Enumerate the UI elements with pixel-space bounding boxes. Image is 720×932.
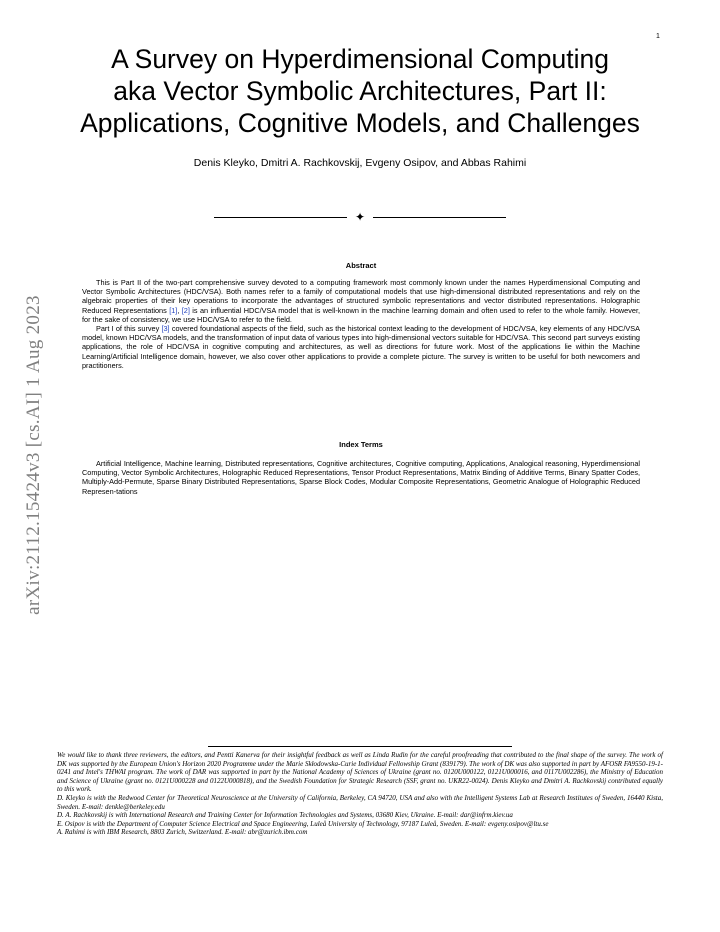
citation-link[interactable]: [3] bbox=[161, 324, 170, 334]
divider-ornament-icon: ✦ bbox=[354, 210, 366, 224]
index-terms-text: Artificial Intelligence, Machine learning, Distributed representations, Cognitive architectures, Cognitive computing, Applications, Analogical reasoning, Hyperdimensional Computing, Vector Symbolic Architectures, Holographic Reduced Representations, Tensor Product Representations, Matrix Binding of Additive Terms, Binary Spatter Codes, Multiply-Add-Permute, Sparse Binary Distributed Representations, Sparse Block Codes, Modular Composite Representations, Geometric Analogue of Holographic Reduced Represen-tations bbox=[82, 459, 640, 496]
footnote-acknowledgement: We would like to thank three reviewers, the editors, and Pentti Kanerva for their insightful feedback as well as Linda Rudin for the careful proofreading that contributed to the final shape of the survey. The work of DK was supported by the European Union's Horizon 2020 Programme under the Marie Skłodowska-Curie Individual Fellowship Grant (839179). The work of DK was also supported in part by AFOSR FA9550-19-1-0241 and Intel's THWAI program. The work of DAR was supported in part by the National Academy of Sciences of Ukraine (grant no. 0120U000122, 0121U000016, and 0117U002286), the Ministry of Education and Science of Ukraine (grant no. 0121U000228 and 0122U000818), and the Swedish Foundation for Strategic Research (SSF, grant no. UKR22-0024). Denis Kleyko and Dmitri A. Rachkovskij contributed equally to this work. bbox=[57, 751, 663, 794]
citation-link[interactable]: [1] bbox=[169, 305, 178, 315]
abstract-text: This is Part II of the two-part comprehensive survey devoted to a computing framework most commonly known under the names Hyperdimensional Computing and Vector Symbolic Architectures (HDC/VSA). Both names refer to a family of computational models that use high-dimensional distributed representations and rely on the algebraic properties of their key operations to incorporate the advantages of structured symbolic representations and vector distributed representations. Holographic Reduced Representations bbox=[82, 278, 640, 315]
section-divider bbox=[214, 211, 506, 223]
title-line: aka Vector Symbolic Architectures, Part II: bbox=[113, 76, 607, 106]
abstract-body bbox=[82, 278, 640, 370]
footnote-affiliation: E. Osipov is with the Department of Computer Science Electrical and Space Engineering, Luleå University of Technology, 97187 Luleå, Sweden. E-mail: evgeny.osipov@ltu.se bbox=[57, 819, 549, 828]
abstract-text: is an influential HDC/VSA model that is well-known in the machine learning domain and often used to refer to the whole family. However, for the sake of consistency, we use HDC/VSA to refer to the field. bbox=[82, 305, 640, 324]
index-terms-body bbox=[82, 459, 640, 496]
footnote-rule bbox=[208, 746, 512, 747]
footnotes bbox=[57, 751, 663, 837]
abstract-paragraph bbox=[82, 278, 640, 324]
arxiv-identifier-stamp: arXiv:2112.15424v3 [cs.AI] 1 Aug 2023 bbox=[23, 295, 44, 615]
abstract-heading: Abstract bbox=[345, 261, 377, 270]
divider-rule-left bbox=[214, 217, 347, 218]
index-terms-heading: Index Terms bbox=[339, 440, 383, 449]
author-list: Denis Kleyko, Dmitri A. Rachkovskij, Evgeny Osipov, and Abbas Rahimi bbox=[193, 157, 527, 169]
abstract-paragraph bbox=[82, 324, 640, 370]
footnote-affiliation: A. Rahimi is with IBM Research, 8803 Zurich, Switzerland. E-mail: abr@zurich.ibm.com bbox=[57, 828, 308, 837]
citation-link[interactable]: [2] bbox=[181, 305, 190, 315]
page-number: 1 bbox=[656, 33, 660, 40]
paper-title bbox=[40, 43, 680, 139]
footnote-affiliation: D. A. Rachkovskij is with International Research and Training Center for Information Technologies and Systems, 03680 Kiev, Ukraine. E-mail: dar@infrm.kiev.ua bbox=[57, 811, 513, 820]
abstract-text: covered foundational aspects of the field, such as the historical context leading to the development of HDC/VSA, key elements of any HDC/VSA model, known HDC/VSA models, and the transformation of input data of various types into high-dimensional vectors suitable for HDC/VSA. This second part surveys existing applications, the role of HDC/VSA in cognitive computing and architectures, as well as directions for future work. Most of the applications lie within the Machine Learning/Artificial Intelligence domain, however, we also cover other applications to provide a complete picture. The survey is written to be useful for both newcomers and practitioners. bbox=[82, 324, 640, 370]
title-line: A Survey on Hyperdimensional Computing bbox=[111, 44, 609, 74]
footnote-affiliation: D. Kleyko is with the Redwood Center for Theoretical Neuroscience at the University of California, Berkeley, CA 94720, USA and also with the Intelligent Systems Lab at Research Institutes of Sweden, 16440 Kista, Sweden. E-mail: denkle@berkeley.edu bbox=[57, 793, 663, 811]
abstract-text: Part I of this survey bbox=[96, 324, 162, 334]
abstract-text: , bbox=[177, 305, 182, 315]
divider-rule-right bbox=[373, 217, 506, 218]
title-line: Applications, Cognitive Models, and Challenges bbox=[80, 108, 640, 138]
